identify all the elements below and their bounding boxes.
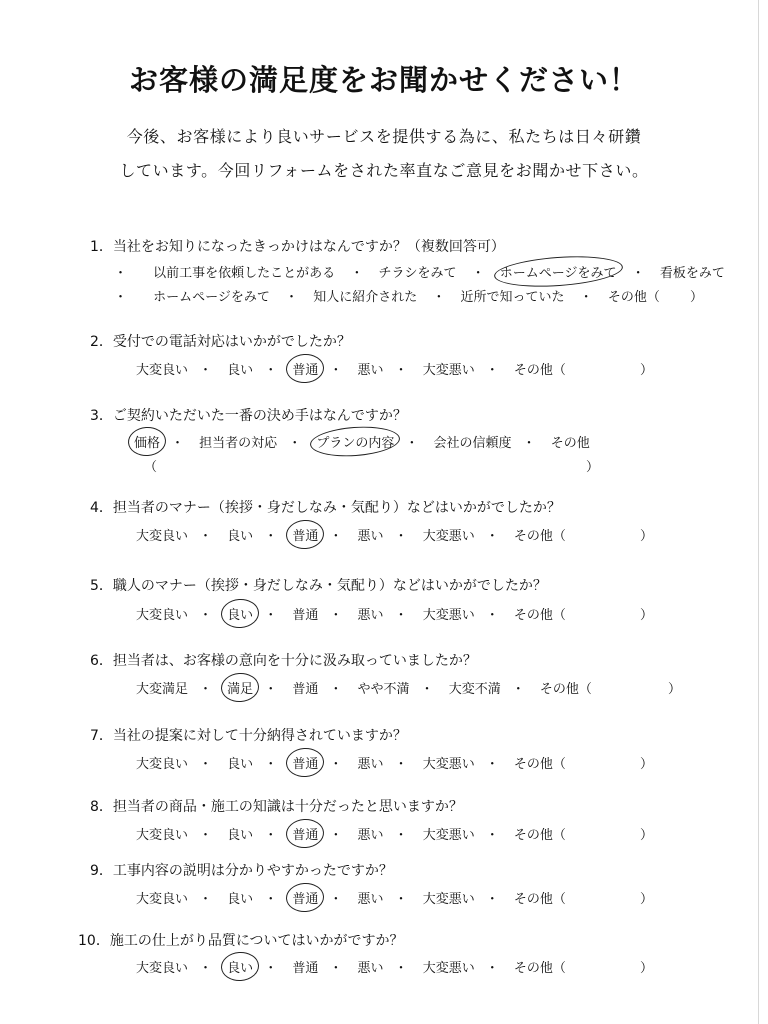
option[interactable]: 良い [227, 757, 254, 772]
option-other[interactable]: その他（ [513, 892, 566, 907]
question-number: 5． [90, 578, 113, 594]
question-5-options: 大変良い ・ 良い ・ 普通 ・ 悪い ・ 大変悪い ・ その他（ [136, 604, 566, 623]
option[interactable]: 大変悪い [422, 892, 475, 907]
question-text: 当社をお知りになったきっかけはなんですか？（複数回答可） [112, 239, 505, 255]
option[interactable]: 大変不満 [448, 682, 501, 697]
question-number: 10． [78, 933, 110, 949]
option[interactable]: 悪い [357, 757, 384, 772]
open-paren: （ [144, 460, 158, 475]
close-paren: ） [640, 757, 654, 772]
intro-line-2: しています。今回リフォームをされた率直なご意見をお聞かせ下さい。 [119, 161, 649, 180]
question-text: 受付での電話対応はいかがでしたか？ [112, 334, 351, 350]
option[interactable]: 悪い [357, 961, 384, 976]
close-paren: ） [640, 828, 654, 843]
option[interactable]: 会社の信頼度 [433, 436, 512, 451]
option[interactable]: 看板をみて [659, 266, 725, 281]
option-selected[interactable]: 良い [227, 957, 253, 976]
option-selected[interactable]: 満足 [227, 678, 253, 697]
option[interactable]: 大変悪い [422, 828, 475, 843]
option[interactable]: 良い [227, 363, 254, 378]
option[interactable]: チラシをみて [378, 266, 457, 281]
question-9 [90, 860, 393, 880]
close-paren: ） [640, 529, 654, 544]
option[interactable]: 大変良い [136, 757, 189, 772]
option[interactable]: 大変満足 [136, 682, 189, 697]
question-number: 8． [90, 799, 113, 815]
page-title: お客様の満足度をお聞かせください！ [128, 63, 639, 97]
close-paren: ） [640, 961, 654, 976]
option-selected[interactable]: 価格 [134, 432, 160, 451]
option-other[interactable]: その他（ [513, 961, 566, 976]
option[interactable]: ホームページをみて [153, 290, 270, 305]
question-4 [90, 497, 561, 517]
option-selected[interactable]: 普通 [292, 525, 318, 544]
question-number: 4． [90, 500, 113, 516]
option-other[interactable]: その他（ [607, 290, 660, 305]
option-other[interactable]: その他（ [539, 682, 592, 697]
option[interactable]: 大変悪い [422, 529, 475, 544]
option[interactable]: 普通 [292, 608, 319, 623]
question-5 [90, 575, 547, 595]
question-number: 6． [90, 653, 113, 669]
question-9-options: 大変良い ・ 良い ・ 普通 ・ 悪い ・ 大変悪い ・ その他（ [136, 888, 566, 907]
question-4-options: 大変良い ・ 良い ・ 普通 ・ 悪い ・ 大変悪い ・ その他（ [136, 525, 566, 544]
option[interactable]: 良い [227, 529, 254, 544]
question-text: 当社の提案に対して十分納得されていますか？ [112, 728, 407, 744]
option[interactable]: 大変悪い [422, 608, 475, 623]
option-selected[interactable]: 普通 [292, 359, 318, 378]
option-other[interactable]: その他（ [513, 363, 566, 378]
question-10-options: 大変良い ・ 良い ・ 普通 ・ 悪い ・ 大変悪い ・ その他（ [136, 957, 566, 976]
question-number: 1． [90, 239, 113, 255]
option[interactable]: やや不満 [357, 682, 410, 697]
close-paren: ） [690, 290, 704, 305]
question-text: 職人のマナー（挨拶・身だしなみ・気配り）などはいかがでしたか？ [112, 578, 547, 594]
question-1 [90, 236, 505, 256]
option-other[interactable]: その他 [550, 436, 590, 451]
option[interactable]: 悪い [357, 529, 384, 544]
option-other[interactable]: その他（ [513, 529, 566, 544]
option-selected[interactable]: 普通 [292, 888, 318, 907]
question-10 [78, 930, 404, 950]
intro-line-1: 今後、お客様により良いサービスを提供する為に、私たちは日々研鑽 [126, 127, 642, 146]
close-paren: ） [640, 892, 654, 907]
option[interactable]: 良い [227, 828, 254, 843]
option-selected[interactable]: プランの内容 [316, 432, 394, 451]
question-text: 担当者の商品・施工の知識は十分だったと思いますか？ [112, 799, 463, 815]
question-1-options-row-2: ・ ホームページをみて ・ 知人に紹介された ・ 近所で知っていた ・ その他（ [114, 286, 660, 305]
option[interactable]: 大変良い [136, 608, 189, 623]
option[interactable]: 悪い [357, 363, 384, 378]
question-text: ご契約いただいた一番の決め手はなんですか？ [112, 408, 407, 424]
question-3 [90, 405, 407, 425]
question-text: 施工の仕上がり品質についてはいかがですか？ [109, 933, 404, 949]
option-other[interactable]: その他（ [513, 608, 566, 623]
option[interactable]: 大変悪い [422, 961, 475, 976]
close-paren: ） [640, 363, 654, 378]
option-selected[interactable]: 普通 [292, 753, 318, 772]
question-text: 担当者のマナー（挨拶・身だしなみ・気配り）などはいかがでしたか？ [112, 500, 561, 516]
question-number: 2． [90, 334, 113, 350]
option[interactable]: 悪い [357, 828, 384, 843]
option[interactable]: 以前工事を依頼したことがある [153, 266, 336, 281]
question-6 [90, 650, 477, 670]
question-6-options: 大変満足 ・ 満足 ・ 普通 ・ やや不満 ・ 大変不満 ・ その他（ [136, 678, 592, 697]
option[interactable]: 近所で知っていた [460, 290, 565, 305]
question-8-options: 大変良い ・ 良い ・ 普通 ・ 悪い ・ 大変悪い ・ その他（ [136, 824, 566, 843]
option[interactable]: 大変良い [136, 892, 189, 907]
question-number: 7． [90, 728, 113, 744]
option-selected[interactable]: ホームページをみて [500, 262, 617, 281]
question-number: 3． [90, 408, 113, 424]
question-text: 担当者は、お客様の意向を十分に汲み取っていましたか？ [112, 653, 477, 669]
question-7 [90, 725, 407, 745]
option[interactable]: 大変良い [136, 529, 189, 544]
option[interactable]: 大変良い [136, 828, 189, 843]
close-paren: ） [668, 682, 682, 697]
option-selected[interactable]: 普通 [292, 824, 318, 843]
option[interactable]: 悪い [357, 892, 384, 907]
question-number: 9． [90, 863, 113, 879]
close-paren: ） [640, 608, 654, 623]
question-3-options: 価格 ・ 担当者の対応 ・ プランの内容 ・ 会社の信頼度 ・ その他 [134, 432, 590, 451]
question-1-options-row-1: ・ 以前工事を依頼したことがある ・ チラシをみて ・ ホームページをみて ・ 看板をみて [114, 262, 725, 281]
option-selected[interactable]: 良い [227, 604, 253, 623]
option[interactable]: 普通 [292, 682, 319, 697]
question-7-options: 大変良い ・ 良い ・ 普通 ・ 悪い ・ 大変悪い ・ その他（ [136, 753, 566, 772]
question-text: 工事内容の説明は分かりやすかったですか？ [112, 863, 393, 879]
scan-edge-divider [758, 0, 759, 1024]
question-2 [90, 331, 351, 351]
option-other[interactable]: その他（ [513, 828, 566, 843]
option[interactable]: 大変悪い [422, 363, 475, 378]
option[interactable]: 良い [227, 892, 254, 907]
close-paren: ） [586, 460, 600, 475]
option[interactable]: 知人に紹介された [313, 290, 418, 305]
option[interactable]: 大変良い [136, 363, 189, 378]
option[interactable]: 担当者の対応 [199, 436, 278, 451]
question-8 [90, 796, 463, 816]
option[interactable]: 普通 [292, 961, 319, 976]
option[interactable]: 大変悪い [422, 757, 475, 772]
option[interactable]: 悪い [357, 608, 384, 623]
option[interactable]: 大変良い [136, 961, 189, 976]
question-2-options: 大変良い ・ 良い ・ 普通 ・ 悪い ・ 大変悪い ・ その他（ [136, 359, 566, 378]
option-other[interactable]: その他（ [513, 757, 566, 772]
